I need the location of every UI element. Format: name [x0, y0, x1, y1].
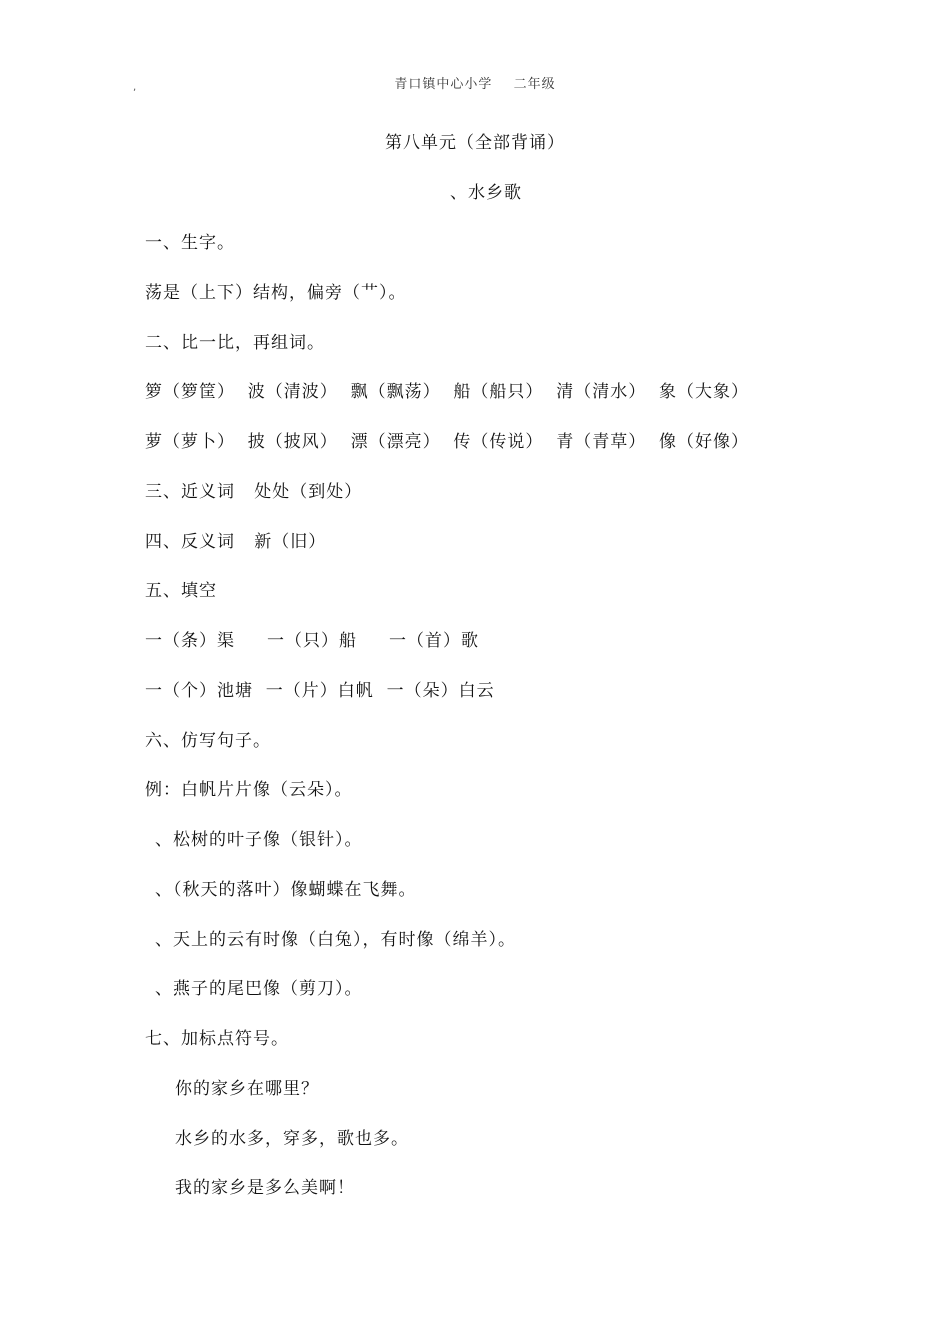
section-heading: 六、仿写句子。	[145, 731, 271, 751]
section-heading: 五、填空	[145, 581, 217, 601]
header-school: 青口镇中心小学	[394, 77, 493, 92]
corner-mark: ,	[133, 82, 137, 93]
example-line: 例：白帆片片像（云朵）。	[145, 780, 353, 800]
section-heading: 四、反义词 新（旧）	[145, 532, 327, 552]
section-heading: 三、近义词 处处（到处）	[145, 482, 363, 502]
section-heading: 七、加标点符号。	[145, 1029, 289, 1049]
fill-row: 一（个）池塘 一（片）白帆 一（朵）白云	[145, 681, 495, 701]
sentence-line: 、（秋天的落叶）像蝴蝶在飞舞。	[155, 880, 417, 900]
text-line: 荡是（上下）结构，偏旁（艹）。	[145, 283, 407, 303]
punctuation-line: 你的家乡在哪里？	[175, 1079, 319, 1099]
sentence-line: 、天上的云有时像（白兔），有时像（绵羊）。	[155, 930, 516, 950]
punctuation-line: 水乡的水多，穿多，歌也多。	[175, 1129, 409, 1149]
fill-row: 一（条）渠 一（只）船 一（首）歌	[145, 631, 480, 651]
page-header	[0, 73, 950, 92]
sentence-line: 、燕子的尾巴像（剪刀）。	[155, 979, 363, 999]
sentence-line: 、松树的叶子像（银针）。	[155, 830, 363, 850]
unit-title: 第八单元（全部背诵）	[385, 133, 565, 153]
punctuation-line: 我的家乡是多么美啊！	[175, 1178, 355, 1198]
word-row: 箩（箩筐） 波（清波） 飘（飘荡） 船（船只） 清（清水） 象（大象）	[145, 382, 750, 402]
word-row: 萝（萝卜） 披（披风） 漂（漂亮） 传（传说） 青（青草） 像（好像）	[145, 432, 750, 452]
section-heading: 一、生字。	[145, 233, 235, 253]
header-grade: 二年级	[513, 77, 556, 92]
section-heading: 二、比一比，再组词。	[145, 333, 325, 353]
lesson-title: 、水乡歌	[450, 183, 522, 203]
